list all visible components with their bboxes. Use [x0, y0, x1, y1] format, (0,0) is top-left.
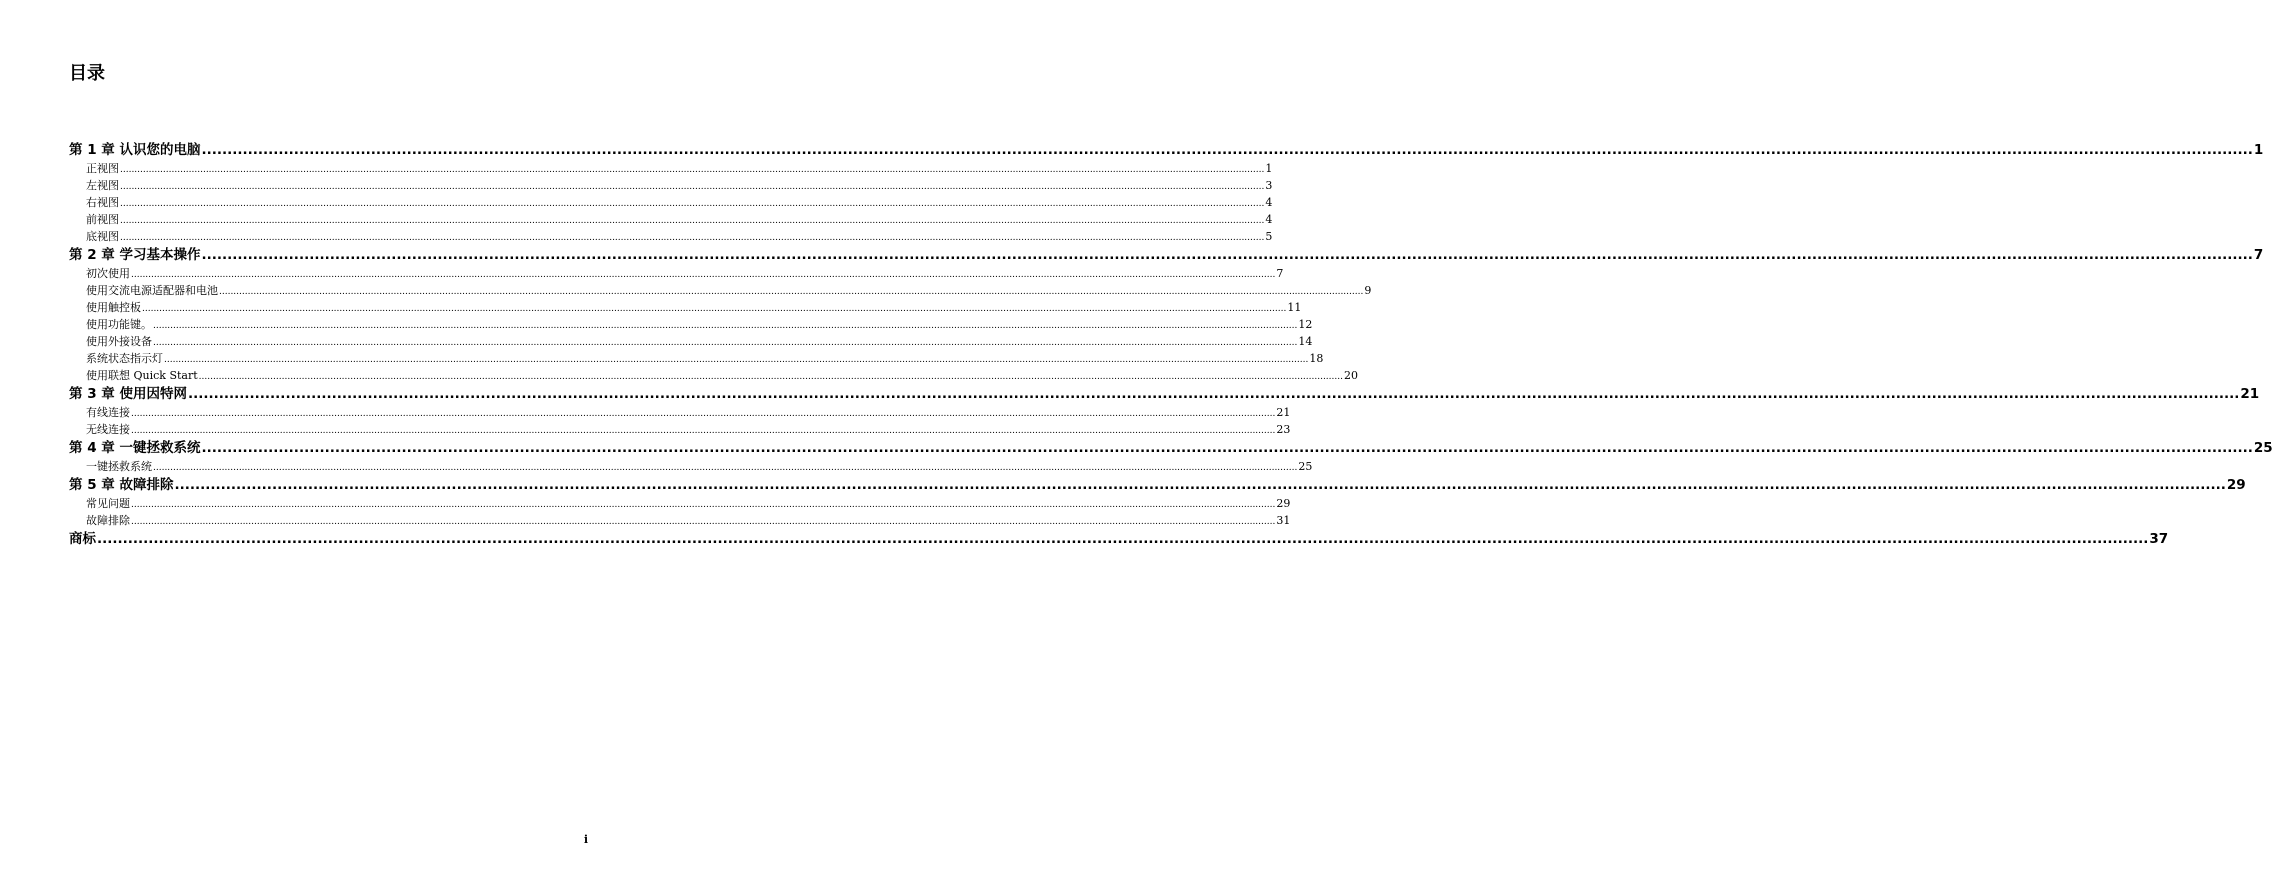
- table-of-contents: [69, 140, 2273, 549]
- toc-section-entry[interactable]: [69, 265, 1284, 282]
- toc-dot-leader: ................................................................................................................................................................................................................................................................................................................................................................................................................: [131, 426, 1276, 436]
- toc-section-entry[interactable]: [69, 316, 1313, 333]
- toc-section-entry[interactable]: [69, 421, 1291, 438]
- toc-chapter-entry[interactable]: [69, 140, 2264, 160]
- toc-dot-leader: ................................................................................................................................................................................................................................................................................................................................................................................................................: [153, 338, 1298, 348]
- toc-entry-page-number: 4: [1265, 213, 1273, 226]
- toc-dot-leader: ................................................................................................................................................................................................................................................................................................................................................................................................................: [131, 517, 1276, 527]
- toc-entry-page-number: 20: [1343, 369, 1358, 382]
- toc-dot-leader: ................................................................................................................................................................................................................................................................................................................................................................................................................: [120, 182, 1265, 192]
- toc-dot-leader: ................................................................................................................................................................................................................................................................................................................................................................................................................: [131, 270, 1276, 280]
- toc-section-entry[interactable]: [69, 333, 1313, 350]
- toc-dot-leader: ................................................................................................................................................................................................................................................................................................................................................................................................................: [153, 321, 1298, 331]
- toc-entry-label: 有线连接: [86, 406, 130, 419]
- toc-section-entry[interactable]: [69, 367, 1358, 384]
- toc-entry-label: 商标: [69, 531, 96, 547]
- toc-dot-leader: ................................................................................................................................................................................................................................................................................................................................................................................................................: [131, 409, 1276, 419]
- toc-entry-page-number: 18: [1309, 352, 1324, 365]
- toc-entry-page-number: 7: [1276, 267, 1284, 280]
- toc-section-entry[interactable]: [69, 160, 1273, 177]
- toc-section-entry[interactable]: [69, 404, 1291, 421]
- toc-entry-page-number: 1: [1265, 162, 1273, 175]
- toc-section-entry[interactable]: [69, 282, 1372, 299]
- toc-entry-page-number: 12: [1298, 318, 1313, 331]
- toc-entry-label: 使用联想 Quick Start: [86, 369, 198, 382]
- toc-entry-label: 初次使用: [86, 267, 130, 280]
- toc-section-entry[interactable]: [69, 350, 1324, 367]
- toc-entry-label: 故障排除: [86, 514, 130, 527]
- toc-entry-label: 左视图: [86, 179, 119, 192]
- toc-entry-label: 正视图: [86, 162, 119, 175]
- toc-dot-leader: ................................................................................................................................................................................................................................................................................................................................................................................................................: [142, 304, 1287, 314]
- toc-entry-label: 系统状态指示灯: [86, 352, 163, 365]
- toc-dot-leader: ................................................................................................................................................................................................................................................................................................................................................................................................................: [219, 287, 1364, 297]
- toc-chapter-entry[interactable]: [69, 245, 2264, 265]
- toc-dot-leader: ................................................................................................................................................................................................................................................................................................................................................................................................................: [164, 355, 1309, 365]
- toc-section-entry[interactable]: [69, 512, 1291, 529]
- toc-section-entry[interactable]: [69, 228, 1273, 245]
- toc-dot-leader: ................................................................................................................................................................................................................................................................................................................................................................................................................: [201, 247, 2253, 263]
- toc-section-entry[interactable]: [69, 458, 1313, 475]
- page-number: i: [583, 833, 588, 846]
- toc-dot-leader: ................................................................................................................................................................................................................................................................................................................................................................................................................: [97, 531, 2149, 547]
- toc-entry-label: 第 3 章 使用因特网: [69, 386, 187, 402]
- toc-dot-leader: ................................................................................................................................................................................................................................................................................................................................................................................................................: [198, 372, 1343, 382]
- toc-entry-page-number: 37: [2149, 531, 2169, 547]
- toc-entry-page-number: 4: [1265, 196, 1273, 209]
- toc-section-entry[interactable]: [69, 177, 1273, 194]
- toc-entry-label: 一键拯救系统: [86, 460, 152, 473]
- toc-entry-label: 右视图: [86, 196, 119, 209]
- toc-dot-leader: ................................................................................................................................................................................................................................................................................................................................................................................................................: [201, 440, 2253, 456]
- toc-entry-label: 底视图: [86, 230, 119, 243]
- toc-entry-label: 第 2 章 学习基本操作: [69, 247, 201, 263]
- toc-entry-page-number: 7: [2253, 247, 2264, 263]
- toc-entry-page-number: 25: [1298, 460, 1313, 473]
- toc-entry-page-number: 25: [2253, 440, 2273, 456]
- toc-chapter-entry[interactable]: [69, 475, 2246, 495]
- toc-section-entry[interactable]: [69, 495, 1291, 512]
- toc-entry-label: 第 1 章 认识您的电脑: [69, 142, 201, 158]
- toc-entry-page-number: 3: [1265, 179, 1273, 192]
- toc-entry-label: 使用功能键。: [86, 318, 152, 331]
- toc-dot-leader: ................................................................................................................................................................................................................................................................................................................................................................................................................: [174, 477, 2226, 493]
- page-title: 目录: [69, 63, 105, 84]
- toc-entry-page-number: 11: [1287, 301, 1302, 314]
- toc-dot-leader: ................................................................................................................................................................................................................................................................................................................................................................................................................: [120, 216, 1265, 226]
- toc-entry-label: 前视图: [86, 213, 119, 226]
- toc-entry-label: 使用外接设备: [86, 335, 152, 348]
- toc-dot-leader: ................................................................................................................................................................................................................................................................................................................................................................................................................: [120, 199, 1265, 209]
- toc-entry-page-number: 23: [1276, 423, 1291, 436]
- toc-entry-page-number: 29: [2226, 477, 2246, 493]
- toc-entry-page-number: 21: [2240, 386, 2260, 402]
- toc-dot-leader: ................................................................................................................................................................................................................................................................................................................................................................................................................: [131, 500, 1276, 510]
- toc-entry-label: 使用交流电源适配器和电池: [86, 284, 218, 297]
- toc-entry-page-number: 9: [1364, 284, 1372, 297]
- toc-entry-page-number: 14: [1298, 335, 1313, 348]
- toc-entry-label: 使用触控板: [86, 301, 141, 314]
- toc-entry-page-number: 5: [1265, 230, 1273, 243]
- toc-chapter-entry[interactable]: [69, 438, 2273, 458]
- toc-section-entry[interactable]: [69, 211, 1273, 228]
- toc-dot-leader: ................................................................................................................................................................................................................................................................................................................................................................................................................: [153, 463, 1298, 473]
- toc-entry-label: 第 5 章 故障排除: [69, 477, 174, 493]
- toc-entry-label: 无线连接: [86, 423, 130, 436]
- toc-chapter-entry[interactable]: [69, 529, 2169, 549]
- toc-section-entry[interactable]: [69, 194, 1273, 211]
- toc-section-entry[interactable]: [69, 299, 1302, 316]
- toc-entry-page-number: 21: [1276, 406, 1291, 419]
- toc-dot-leader: ................................................................................................................................................................................................................................................................................................................................................................................................................: [120, 165, 1265, 175]
- toc-entry-page-number: 1: [2253, 142, 2264, 158]
- toc-entry-label: 常见问题: [86, 497, 130, 510]
- toc-entry-label: 第 4 章 一键拯救系统: [69, 440, 201, 456]
- toc-entry-page-number: 31: [1276, 514, 1291, 527]
- toc-dot-leader: ................................................................................................................................................................................................................................................................................................................................................................................................................: [188, 386, 2240, 402]
- toc-entry-page-number: 29: [1276, 497, 1291, 510]
- toc-dot-leader: ................................................................................................................................................................................................................................................................................................................................................................................................................: [201, 142, 2253, 158]
- toc-dot-leader: ................................................................................................................................................................................................................................................................................................................................................................................................................: [120, 233, 1265, 243]
- toc-chapter-entry[interactable]: [69, 384, 2260, 404]
